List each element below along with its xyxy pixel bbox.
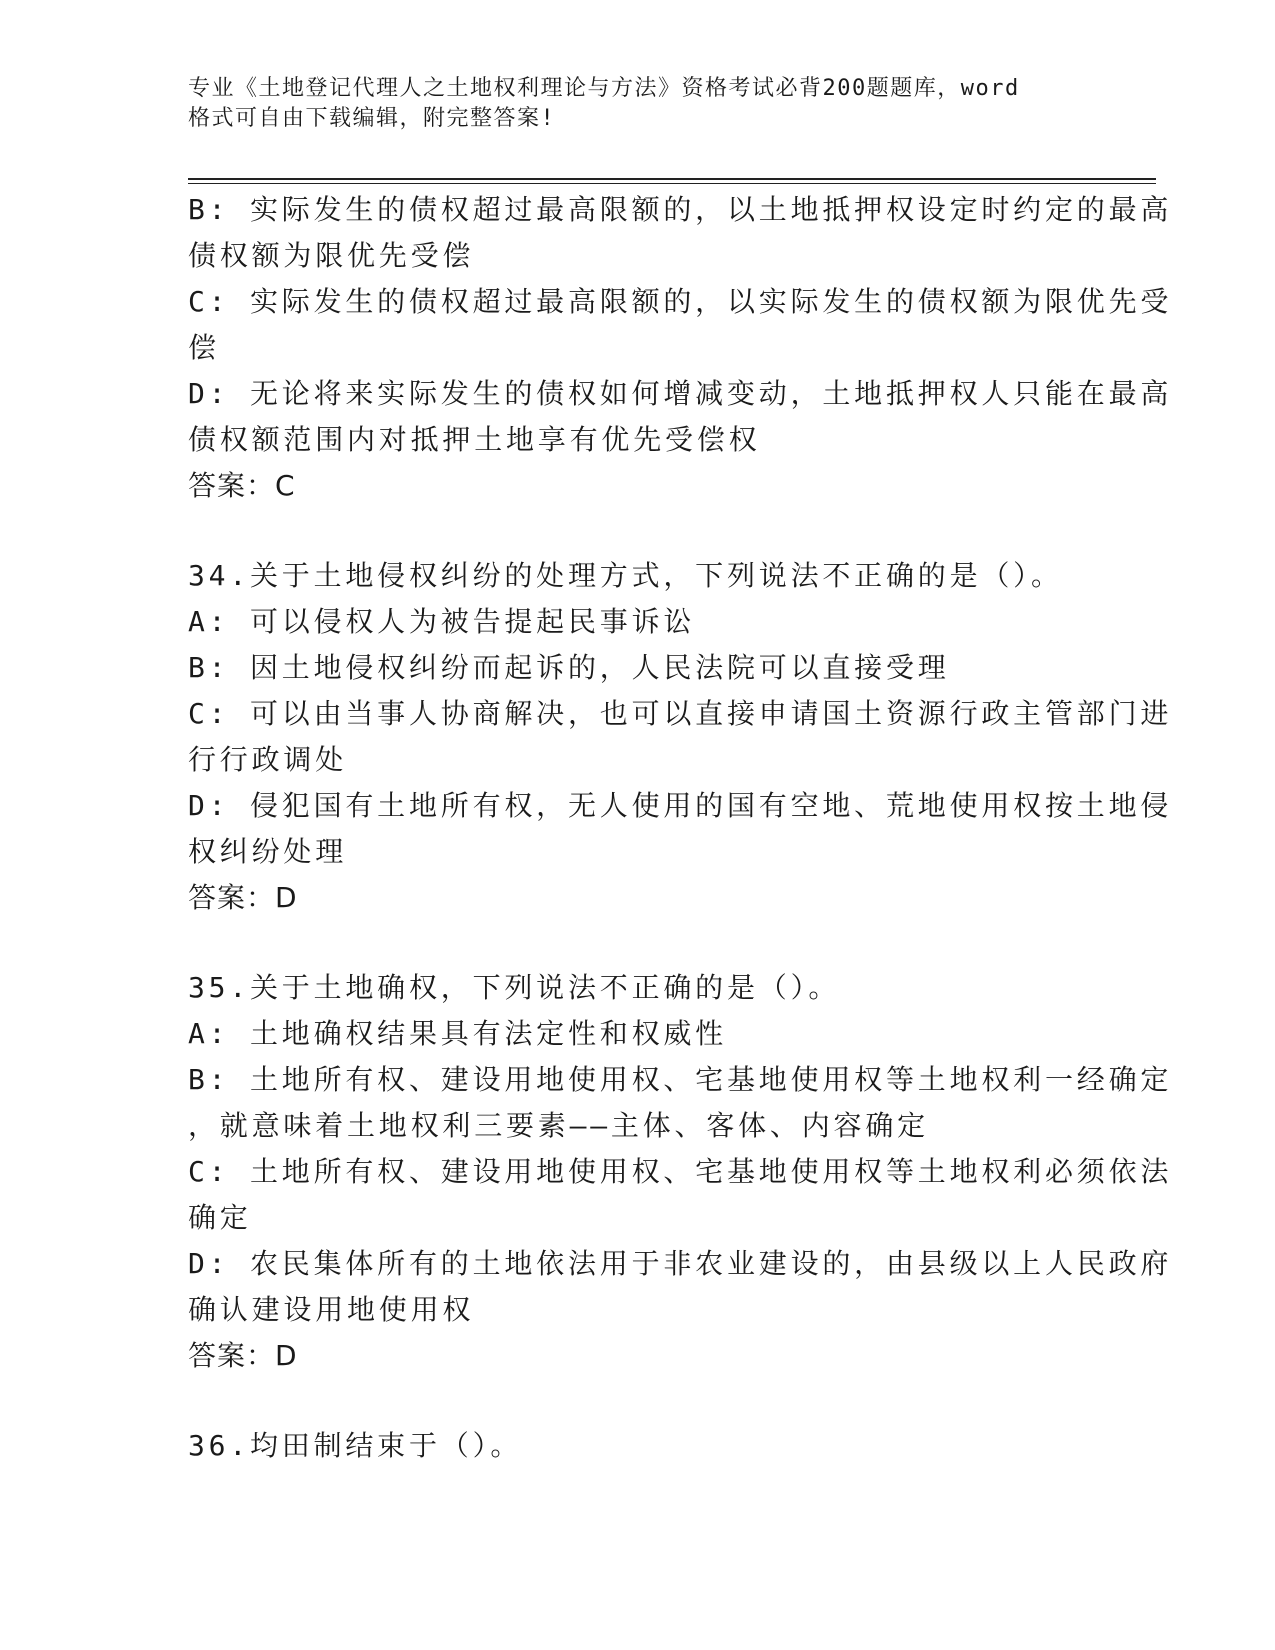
q33-option-d-line-2: 债权额范围内对抵押土地享有优先受偿权: [188, 423, 761, 456]
header-title-line-2: 格式可自由下载编辑，附完整答案!: [188, 106, 556, 131]
q35-option-c-line-1: C: 土地所有权、建设用地使用权、宅基地使用权等土地权利必须依法: [188, 1155, 1173, 1188]
q35-question: 35.关于土地确权，下列说法不正确的是（）。: [188, 971, 841, 1004]
header-divider-thick: [188, 178, 1156, 180]
header-title-line-1: 专业《土地登记代理人之土地权利理论与方法》资格考试必背200题题库，word: [188, 76, 1020, 101]
q33-option-d-line-1: D: 无论将来实际发生的债权如何增减变动，土地抵押权人只能在最高: [188, 377, 1173, 410]
q33-answer: 答案：C: [188, 469, 296, 502]
q35-option-a: A: 土地确权结果具有法定性和权威性: [188, 1017, 727, 1050]
q35-option-b-line-1: B: 土地所有权、建设用地使用权、宅基地使用权等土地权利一经确定: [188, 1063, 1173, 1096]
header-divider-thin: [188, 183, 1156, 184]
q33-option-c-line-1: C: 实际发生的债权超过最高限额的，以实际发生的债权额为限优先受: [188, 285, 1173, 318]
q35-option-b-line-2: ，就意味着土地权利三要素——主体、客体、内容确定: [188, 1109, 929, 1142]
q33-option-b-line-1: B: 实际发生的债权超过最高限额的，以土地抵押权设定时约定的最高: [188, 193, 1173, 226]
q34-question: 34.关于土地侵权纠纷的处理方式，下列说法不正确的是（）。: [188, 559, 1063, 592]
q34-option-d-line-1: D: 侵犯国有土地所有权，无人使用的国有空地、荒地使用权按土地侵: [188, 789, 1173, 822]
q35-answer: 答案：D: [188, 1339, 298, 1372]
q35-option-c-line-2: 确定: [188, 1201, 252, 1234]
question-content: [188, 187, 1173, 1469]
q34-option-a: A: 可以侵权人为被告提起民事诉讼: [188, 605, 696, 638]
block-spacer: [188, 921, 1088, 965]
q34-option-c-line-1: C: 可以由当事人协商解决，也可以直接申请国土资源行政主管部门进: [188, 697, 1173, 730]
block-spacer: [188, 509, 1088, 553]
q34-option-c-line-2: 行行政调处: [188, 743, 348, 776]
q35-option-d-line-1: D: 农民集体所有的土地依法用于非农业建设的，由县级以上人民政府: [188, 1247, 1173, 1280]
question-34-block: [188, 553, 1173, 921]
q34-option-b: B: 因土地侵权纠纷而起诉的，人民法院可以直接受理: [188, 651, 950, 684]
q33-option-c-line-2: 偿: [188, 331, 220, 364]
question-35-block: [188, 965, 1173, 1379]
q34-option-d-line-2: 权纠纷处理: [188, 835, 348, 868]
q35-option-d-line-2: 确认建设用地使用权: [188, 1293, 475, 1326]
block-spacer: [188, 1379, 1088, 1423]
q36-question: 36.均田制结束于（）。: [188, 1429, 523, 1462]
question-36-block: [188, 1423, 1088, 1469]
q33-option-b-line-2: 债权额为限优先受偿: [188, 239, 475, 272]
document-header: [188, 74, 1068, 134]
question-33-block: [188, 187, 1173, 509]
q34-answer: 答案：D: [188, 881, 298, 914]
